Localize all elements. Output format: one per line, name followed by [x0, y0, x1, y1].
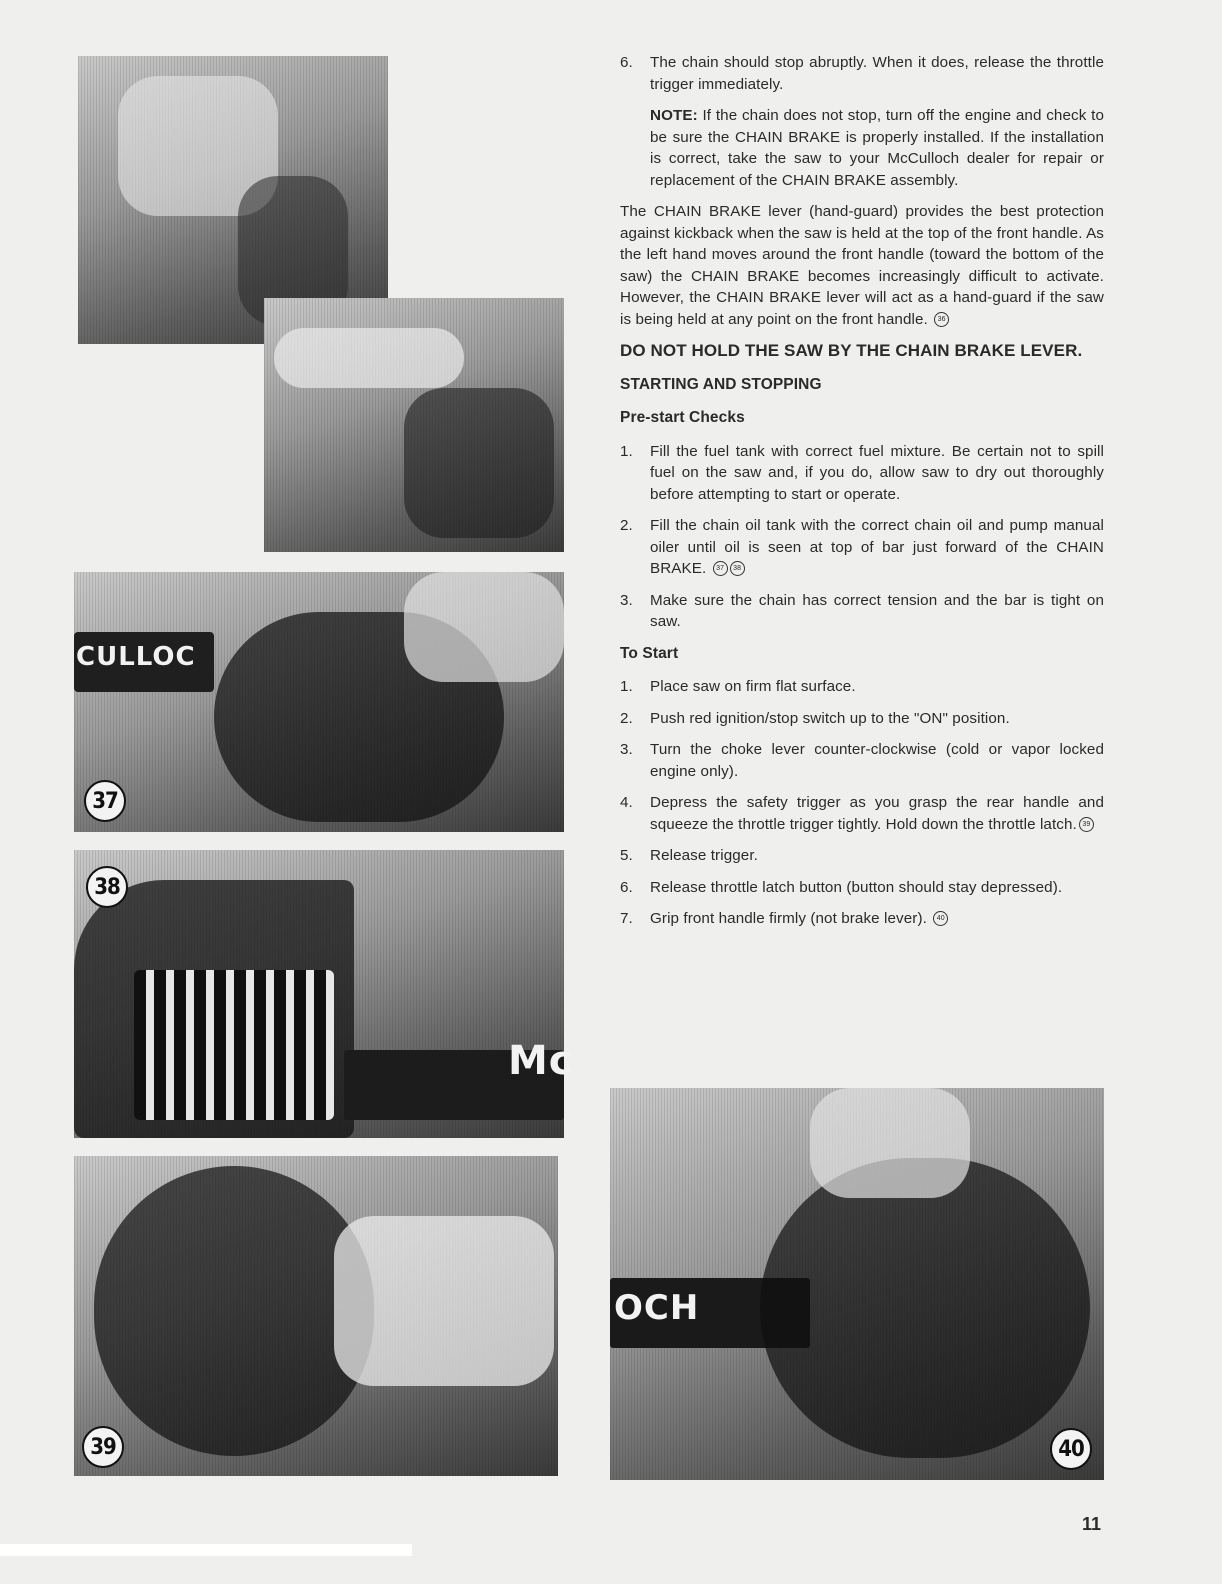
list-item [620, 877, 1104, 899]
figure-number-40: 40 [1050, 1428, 1092, 1470]
note-text: If the chain does not stop, turn off the engine and check to be sure the CHAIN BRAKE is properly installed. If the installation is correct, take the saw to your McCulloch dealer for repair or replacement of the CHAIN BRAKE assembly. [650, 107, 1104, 189]
figure-number-39: 39 [82, 1426, 124, 1468]
item-text: Turn the choke lever counter-clockwise (cold or vapor locked engine only). [650, 741, 1104, 780]
list-item [620, 590, 1104, 633]
list-item [620, 676, 1104, 698]
scan-edge-strip [0, 1544, 412, 1556]
figure-number-37: 37 [84, 780, 126, 822]
item-number: 2. [620, 709, 633, 727]
item-number: 7. [620, 910, 633, 927]
prestart-title: Pre-start Checks [620, 409, 745, 426]
list-item [620, 708, 1104, 730]
list-item [620, 908, 1104, 930]
list-item [620, 739, 1104, 782]
list-item [620, 441, 1104, 506]
to-start-title: To Start [620, 644, 679, 662]
figure-number-38: 38 [86, 866, 128, 908]
figure-40-photo [610, 1088, 1104, 1480]
bar-label: Mc [508, 1038, 574, 1084]
brake-paragraph [620, 201, 1104, 330]
item-number: 6. [620, 878, 633, 896]
figure-ref: 39 [1079, 817, 1094, 832]
figure-38-photo [74, 850, 574, 1138]
bar-label: CULLOC [76, 642, 196, 672]
bar-label: OCH [614, 1288, 700, 1328]
item-number: 2. [620, 517, 633, 534]
figure-ref: 40 [933, 911, 948, 926]
page-number: 11 [1082, 1514, 1102, 1534]
item-text: Depress the safety trigger as you grasp the rear handle and squeeze the throttle trigger tightly. Hold down the throttle latch. [650, 794, 1104, 833]
item-number: 5. [620, 847, 633, 864]
list-item [620, 792, 1104, 835]
figure-39-photo [74, 1156, 558, 1476]
photo-top-right [264, 298, 564, 552]
item-text: Make sure the chain has correct tension and the bar is tight on saw. [650, 591, 1104, 630]
figure-37-photo [74, 572, 564, 832]
item-number: 6. [620, 54, 633, 71]
list-item [620, 845, 1104, 867]
figure-ref: 38 [730, 561, 745, 576]
note-paragraph [620, 105, 1104, 191]
section-title: STARTING AND STOPPING [620, 375, 822, 393]
note-label: NOTE: [650, 107, 698, 124]
item-text: Push red ignition/stop switch up to the "ON" position. [650, 709, 1010, 727]
item-text: The chain should stop abruptly. When it does, release the throttle trigger immediately. [650, 54, 1104, 93]
brake-text: The CHAIN BRAKE lever (hand-guard) provides the best protection against kickback when the saw is held at the top of the front handle. As the left hand moves around the front handle (toward the bottom of the saw) the CHAIN BRAKE becomes increasingly difficult to activate. However, the CHAIN BRAKE lever will act as a hand-guard if the saw is being held at any point on the front handle. [620, 203, 1104, 328]
figure-ref: 36 [934, 312, 949, 327]
item-number: 4. [620, 794, 633, 811]
item-number: 3. [620, 591, 633, 609]
item-text: Grip front handle firmly (not brake lever). [650, 910, 927, 927]
item-text: Release throttle latch button (button should stay depressed). [650, 878, 1063, 896]
item-text: Release trigger. [650, 847, 758, 864]
figure-ref: 37 [713, 561, 728, 576]
item-text: Place saw on firm flat surface. [650, 678, 856, 695]
item-text: Fill the chain oil tank with the correct chain oil and pump manual oiler until oil is seen at top of bar just forward of the CHAIN BRAKE. [650, 517, 1104, 577]
item-number: 1. [620, 442, 633, 460]
text-column [620, 52, 1104, 940]
item-text: Fill the fuel tank with correct fuel mixture. Be certain not to spill fuel on the saw and, if you do, allow saw to dry out thoroughly before attempting to start or operate. [650, 442, 1104, 503]
list-item [620, 52, 1104, 95]
list-item [620, 515, 1104, 580]
item-number: 1. [620, 678, 633, 695]
warning-heading: DO NOT HOLD THE SAW BY THE CHAIN BRAKE LEVER. [620, 341, 1083, 360]
item-number: 3. [620, 741, 633, 758]
